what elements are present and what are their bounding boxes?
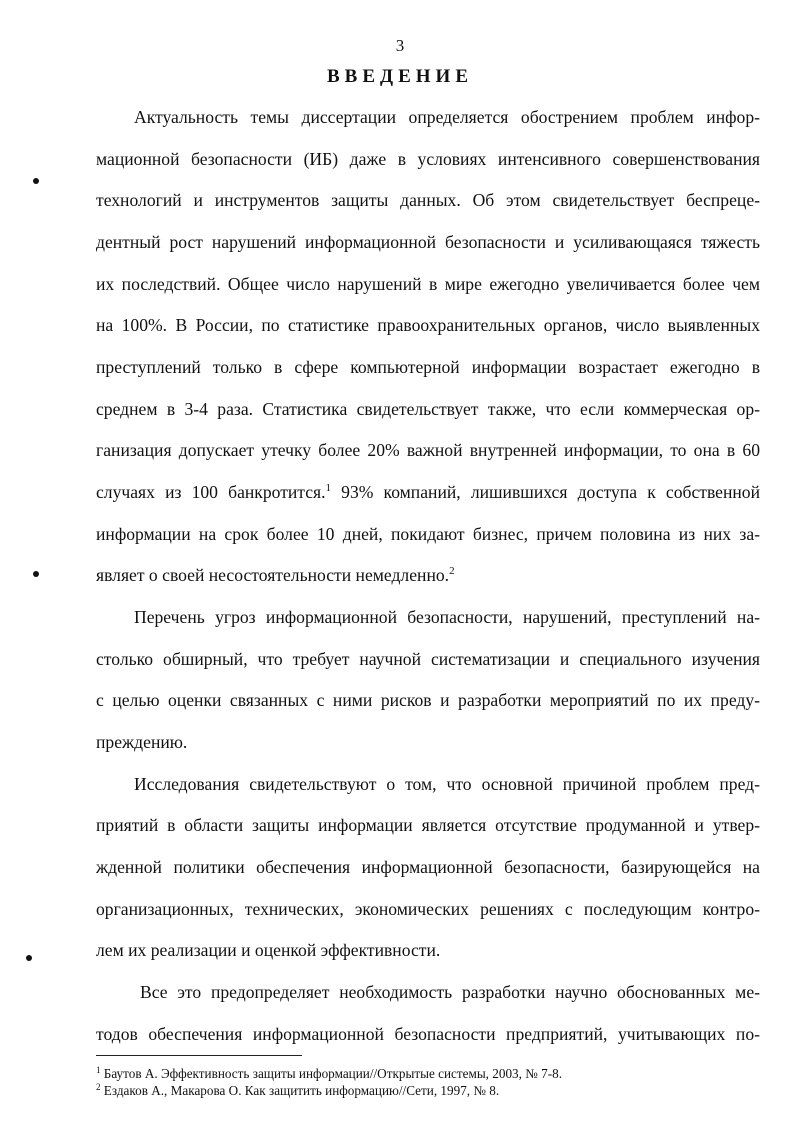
paragraph-line: преждению.	[96, 732, 188, 752]
margin-dot	[26, 955, 32, 961]
paragraph-line: лем их реализации и оценкой эффективности.	[96, 940, 441, 960]
margin-dot	[33, 178, 39, 184]
paragraph-line: технологий и инструментов защиты данных. Об этом свидетельствует беспреце-	[96, 190, 760, 210]
paragraph-line: организационных, технических, экономических решениях с последующим контро-	[96, 899, 760, 919]
footnote	[96, 1083, 760, 1099]
footnote-mark: 2	[96, 1082, 101, 1092]
paragraph-line: Перечень угроз информационной безопасности, нарушений, преступлений на-	[134, 607, 760, 627]
page-title: ВВЕДЕНИЕ	[327, 66, 473, 87]
paragraph-line	[96, 481, 760, 503]
paragraph-line: на 100%. В России, по статистике правоохранительных органов, число выявленных	[96, 315, 760, 335]
margin-dot	[33, 571, 39, 577]
page-number: 3	[395, 36, 405, 55]
footnote	[96, 1066, 760, 1082]
paragraph-line: преступлений только в сфере компьютерной информации возрастает ежегодно в	[96, 357, 760, 377]
paragraph-line: среднем в 3-4 раза. Статистика свидетельствует также, что если коммерческая ор-	[96, 399, 760, 419]
footnote-mark: 1	[96, 1065, 101, 1075]
paragraph-line: Актуальность темы диссертации определяется обострением проблем инфор-	[134, 107, 760, 127]
paragraph-line: Все это предопределяет необходимость разработки научно обоснованных ме-	[140, 982, 760, 1002]
paragraph-line: ганизация допускает утечку более 20% важной внутренней информации, то она в 60	[96, 440, 760, 460]
paragraph-line	[96, 564, 760, 586]
paragraph-line: дентный рост нарушений информационной безопасности и усиливающаяся тяжесть	[96, 232, 760, 252]
text-segment: случаях из 100 банкротится.	[96, 482, 326, 502]
text-segment: являет о своей несостоятельности немедленно.	[96, 565, 450, 585]
paragraph-line: жденной политики обеспечения информационной безопасности, базирующейся на	[96, 857, 760, 877]
paragraph-line: с целью оценки связанных с ними рисков и разработки мероприятий по их преду-	[96, 690, 760, 710]
footnote-divider	[96, 1055, 302, 1056]
footnote-ref: 2	[449, 565, 455, 577]
paragraph-line: их последствий. Общее число нарушений в мире ежегодно увеличивается более чем	[96, 274, 760, 294]
paragraph-line: столько обширный, что требует научной систематизации и специального изучения	[96, 649, 760, 669]
paragraph-line: мационной безопасности (ИБ) даже в условиях интенсивного совершенствования	[96, 149, 760, 169]
paragraph-line: приятий в области защиты информации является отсутствие продуманной и утвер-	[96, 815, 760, 835]
footnote-text: Баутов А. Эффективность защиты информации//Открытые системы, 2003, № 7-8.	[100, 1066, 563, 1081]
footnote-text: Ездаков А., Макарова О. Как защитить информацию//Сети, 1997, № 8.	[100, 1083, 500, 1098]
text-segment: 93% компаний, лишившихся доступа к собственной	[331, 482, 760, 502]
paragraph-line: информации на срок более 10 дней, покидают бизнес, причем половина из них за-	[96, 524, 760, 544]
paragraph-line: тодов обеспечения информационной безопасности предприятий, учитывающих по-	[96, 1024, 760, 1044]
paragraph-line: Исследования свидетельствуют о том, что основной причиной проблем пред-	[134, 774, 760, 794]
footnote-ref: 1	[325, 482, 332, 494]
